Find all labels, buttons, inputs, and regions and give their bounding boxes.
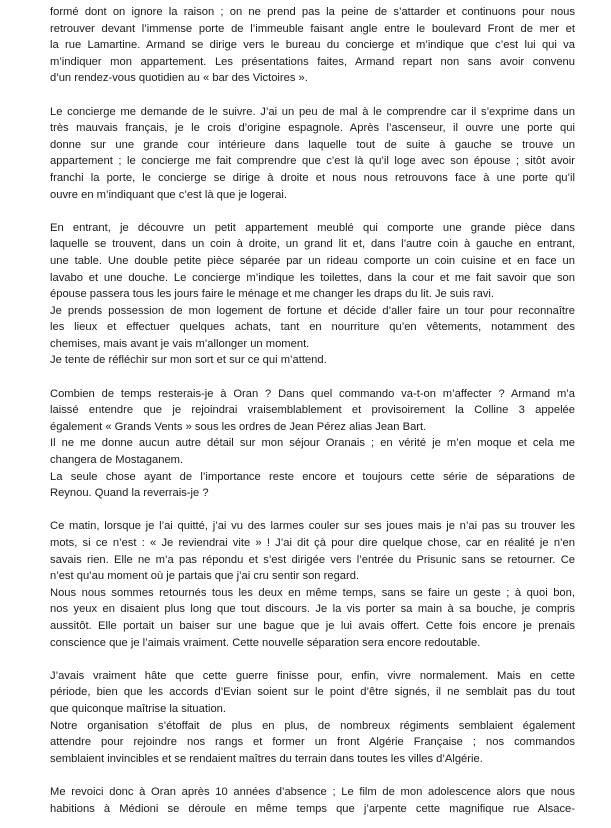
text-line: une table. Une double petite pièce séparée par un rideau comporte un coin cuisine et en face un — [50, 254, 575, 267]
paragraph-gap — [50, 87, 575, 104]
text-line: J’avais vraiment hâte que cette guerre finisse pour, enfin, vivre normalement. Mais en cette — [50, 669, 575, 682]
paragraph — [50, 668, 575, 768]
text-line: Reynou. Quand la reverrais-je ? — [50, 487, 209, 500]
text-line: la rue Lamartine. Armand se dirige vers le bureau du concierge et m’indique que c’est lui qui va — [50, 39, 575, 52]
text-line: chemises, mais avant je vais m’allonger un moment. — [50, 337, 310, 350]
text-line: formé dont on ignore la raison ; on ne prend pas la peine de s’attarder et continuons pour nous — [50, 6, 575, 18]
text-line: lavabo et une douche. Le concierge m’indique les toilettes, dans la cour et me fait savoir que son — [50, 271, 575, 284]
text-line: Nous nous sommes retournés tous les deux en même temps, sans se faire un geste ; à quoi bon, — [50, 586, 575, 599]
text-line: franchi la porte, le concierge se dirige à droite et nous nous retrouvons face à une porte qu’il — [50, 171, 575, 184]
paragraph — [50, 4, 575, 87]
paragraph-gap — [50, 651, 575, 668]
paragraph-gap — [50, 203, 575, 220]
text-line: n’est qu’au moment où je partais que j’ai cru sentir son regard. — [50, 570, 360, 583]
text-line: changera de Mostaganem. — [50, 454, 184, 467]
text-line: très mauvais français, je le crois d’origine espagnole. Après l’ascenseur, il ouvre une porte qui — [50, 122, 575, 135]
text-line: d’un rendez-vous quotidien au « bar des Victoires ». — [50, 72, 308, 85]
paragraph — [50, 104, 575, 204]
paragraph — [50, 784, 575, 817]
text-line: Il ne me donne aucun autre détail sur mon séjour Oranais ; en vérité je m’en moque et cela me — [50, 437, 575, 450]
text-line: que quiconque maîtrise la situation. — [50, 702, 227, 715]
text-line: retrouver devant l’immense porte de l’immeuble faisant angle entre le boulevard Front de mer et — [50, 22, 575, 35]
text-line: savais rien. Elle ne m’a pas répondu et s’est dirigée vers l’entrée du Prisunic sans se retourner. Ce — [50, 553, 575, 566]
text-line: donne sur une grande cour intérieure dans laquelle tout de suite à gauche se trouve un — [50, 138, 575, 151]
text-line: La seule chose ayant de l’importance reste encore et toujours cette série de séparations de — [50, 470, 575, 483]
text-line: mots, si ce n’est : « Je reviendrai vite » ! J’ai dit çà pour dire quelque chose, car en réalité je n’en — [50, 537, 575, 549]
text-line: Notre organisation s’étoffait de plus en plus, de nombreux régiments semblaient également — [50, 719, 575, 732]
text-line: Ce matin, lorsque je l’ai quitté, j’ai vu des larmes couler sur ses joues mais je n’ai pas su trouver les — [50, 520, 575, 533]
text-line: Me revoici donc à Oran après 10 années d’absence ; Le film de mon adolescence alors que nous — [50, 785, 575, 798]
text-line: m’indiquer mon appartement. Les présentations faites, Armand repart non sans avoir convenu — [50, 55, 575, 68]
text-line: Je tente de réfléchir sur mon sort et sur ce qui m’attend. — [50, 354, 327, 367]
text-line: également « Grands Vents » sous les ordres de Jean Pérez alias Jean Bart. — [50, 420, 427, 433]
text-line: attendre pour rejoindre nos rangs et former un front Algérie Française ; nos commandos — [50, 736, 575, 749]
text-line: appartement ; le concierge me fait comprendre que c’est là qu’il loge avec son épouse ; sitôt avoir — [50, 155, 575, 168]
text-line: période, bien que les accords d’Evian soient sur le point d’être signés, il ne semblait pas du tout — [50, 686, 575, 699]
text-line: laissé entendre que je rejoindrai vraisemblablement et provisoirement la Colline 3 appelée — [50, 404, 575, 417]
text-line: conscience que je l’aimais vraiment. Cette nouvelle séparation sera encore redoutable. — [50, 636, 481, 649]
text-line: épouse passera tous les jours faire le ménage et me changer les draps du lit. Je suis ravi. — [50, 288, 495, 301]
paragraph-gap — [50, 502, 575, 519]
paragraph — [50, 518, 575, 651]
text-line: habitions à Médioni se déroule en même temps que j’arpente cette magnifique rue Alsace- — [50, 802, 575, 815]
text-line: ouvre en m’indiquant que c’est là que je logerai. — [50, 188, 287, 201]
paragraph-gap — [50, 369, 575, 386]
text-line: semblaient invincibles et se rendaient maîtres du terrain dans toutes les villes d’Algérie. — [50, 752, 483, 765]
text-line: aussitôt. Elle portait un baiser sur une bague que je lui avais offert. Cette fois encore je prenais — [50, 619, 575, 632]
paragraph-gap — [50, 767, 575, 784]
text-line: laquelle se trouvent, dans un coin à droite, un grand lit et, dans l’autre coin à gauche en entrant, — [50, 238, 575, 251]
paragraph — [50, 386, 575, 502]
text-line: Le concierge me demande de le suivre. J’ai un peu de mal à le comprendre car il s’exprime dans un — [50, 105, 575, 118]
text-line: nos yeux en disaient plus long que tout discours. Je la vis porter sa main à sa bouche, je compris — [50, 603, 575, 616]
text-line: En entrant, je découvre un petit appartement meublé qui comporte une grande pièce dans — [50, 221, 575, 234]
paragraph — [50, 220, 575, 369]
text-line: les lieux et effectuer quelques achats, tant en nourriture qu’en vêtements, notamment des — [50, 321, 575, 334]
text-line: Je prends possession de mon logement de fortune et décide d’aller faire un tour pour reconnaître — [50, 304, 575, 317]
text-line: Combien de temps resterais-je à Oran ? Dans quel commando va-t-on m’affecter ? Armand m’a — [50, 387, 575, 400]
